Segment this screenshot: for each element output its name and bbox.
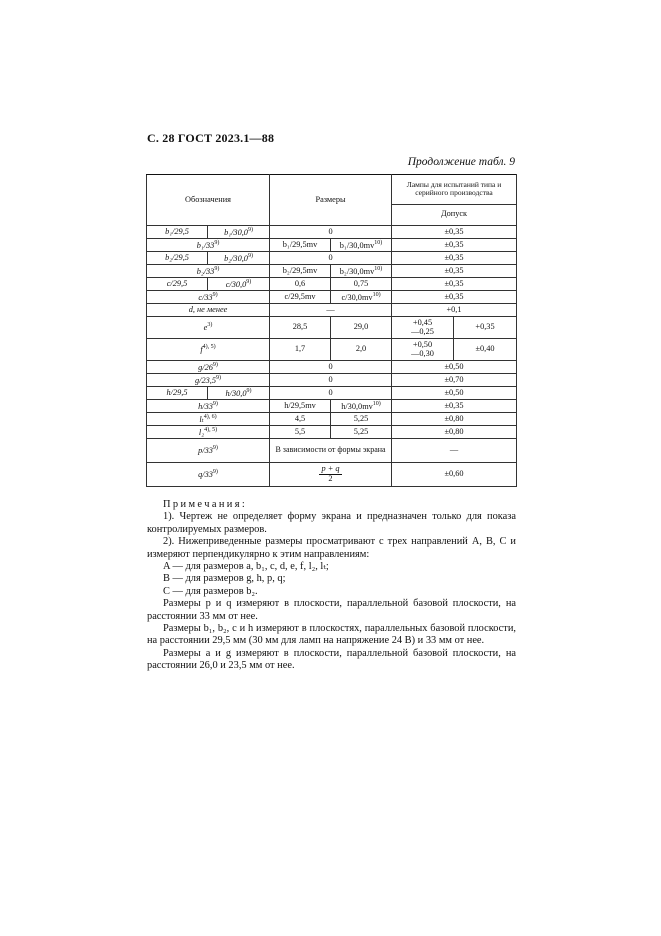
header-sizes: Размеры (270, 175, 392, 226)
size-cell (270, 413, 331, 426)
cell-text: 29,0 (353, 322, 369, 332)
size-cell (270, 361, 392, 374)
cell-text: h/30,0 (225, 388, 247, 398)
cell-text: c/30,0mv (341, 292, 373, 302)
footnote-ref: 3) (207, 322, 213, 329)
note-2-direction-a: A — для размеров a, b₁, c, d, e, f, l₂, lₜ; (163, 561, 329, 573)
tolerance-cell (392, 265, 517, 278)
size-formula-cell (270, 463, 392, 487)
cell-text: 0 (328, 374, 333, 384)
size-cell (331, 339, 392, 361)
tolerance-cell (392, 400, 517, 413)
cell-text: b₂/30,0 (224, 253, 248, 263)
tolerance-cell (392, 304, 517, 317)
designation-cell (147, 413, 270, 426)
cell-text: — (326, 304, 335, 314)
table-row (147, 304, 517, 317)
cell-text: 0 (328, 226, 333, 236)
tolerance-cell (392, 387, 517, 400)
footnote-ref: 10) (374, 239, 383, 246)
footnote-ref: 9) (247, 226, 253, 233)
footnote-ref: 9) (212, 361, 218, 368)
cell-text: ±0,50 (444, 387, 464, 397)
table-continuation-label: Продолжение табл. 9 (407, 156, 515, 168)
fraction-numerator: p + q (321, 464, 340, 474)
cell-text: В зависимости от формы экрана (275, 445, 386, 455)
table-row (147, 387, 517, 400)
table-row (147, 374, 517, 387)
cell-text: 5,25 (353, 426, 369, 436)
footnote-ref: 10) (372, 291, 381, 298)
tolerance-lower: —0,25 (411, 326, 434, 336)
note-ag-measure: Размеры a и g измеряют в плоскости, параллельной базовой плоскости, на расстоянии 26,0 и 23,5 мм от нее. (147, 647, 516, 672)
cell-text: ±0,35 (444, 265, 464, 275)
cell-text: 0,6 (294, 278, 306, 288)
cell-text: ±0,35 (444, 278, 464, 288)
tolerance-cell (454, 317, 517, 339)
cell-text: c/30,0 (225, 279, 247, 289)
size-cell (270, 265, 331, 278)
footnote-ref: 9) (214, 265, 220, 272)
size-cell (270, 387, 392, 400)
tolerance-cell (392, 426, 517, 439)
cell-text: b₂/29,5mv (282, 265, 318, 275)
tolerance-lower: —0,30 (411, 348, 434, 358)
cell-text: b₁/30,0 (224, 227, 248, 237)
table-row (147, 439, 517, 463)
table-row (147, 265, 517, 278)
designation-cell (147, 265, 270, 278)
cell-text: 0 (328, 387, 333, 397)
table-row (147, 291, 517, 304)
cell-text: ±0,80 (444, 413, 464, 423)
designation-cell (147, 387, 208, 400)
header-lamps: Лампы для испытаний типа и серийного производства (392, 175, 517, 205)
designation-cell (147, 439, 270, 463)
size-cell (270, 278, 331, 291)
page-title: С. 28 ГОСТ 2023.1—88 (147, 131, 275, 145)
cell-text: +0,1 (446, 304, 462, 314)
note-pq-measure: Размеры p и q измеряют в плоскости, параллельной базовой плоскости, на расстоянии 33 мм от нее. (147, 598, 516, 622)
size-cell (331, 413, 392, 426)
note-1: 1). Чертеж не определяет форму экрана и предназначен только для показа контролируемых размеров. (147, 511, 516, 535)
note-bch-measure: Размеры b₁, b₂, c и h измеряют в плоскостях, параллельных базовой плоскости, на расстоянии 29,5 мм (30 мм для ламп на напряжение 24 В) и 33 мм от нее. (147, 623, 516, 647)
tolerance-cell (392, 226, 517, 239)
footnote-ref: 9) (216, 374, 221, 381)
size-cell (270, 304, 392, 317)
footnote-ref: 9) (247, 252, 253, 259)
size-cell (331, 426, 392, 439)
designation-cell (147, 226, 208, 239)
size-cell (270, 339, 331, 361)
tolerance-cell (392, 291, 517, 304)
cell-text: ±0,35 (444, 400, 464, 410)
footnote-ref: 9) (214, 239, 220, 246)
cell-text: f (200, 345, 203, 355)
size-cell (331, 278, 392, 291)
designation-cell (208, 387, 270, 400)
cell-text: b₁/29,5mv (282, 239, 318, 249)
header-designation: Обозначения (147, 175, 270, 226)
tolerance-cell (392, 339, 454, 361)
cell-text: b₁/29,5 (165, 226, 189, 236)
tolerance-cell (392, 439, 517, 463)
footnote-ref: 10) (374, 265, 383, 272)
footnote-ref: 9) (246, 278, 252, 285)
cell-text: b₁/33 (196, 240, 215, 250)
tolerance-cell (392, 317, 454, 339)
designation-cell (147, 463, 270, 487)
cell-text: ±0,35 (444, 239, 464, 249)
cell-text: ±0,60 (444, 469, 464, 479)
cell-text: 0 (328, 361, 333, 371)
cell-text: g/23,5 (195, 375, 216, 385)
designation-cell (147, 304, 270, 317)
table-row (147, 413, 517, 426)
formula-fraction (319, 465, 341, 483)
cell-text: b₂/29,5 (165, 252, 189, 262)
designation-cell (147, 339, 270, 361)
cell-text: ±0,70 (444, 374, 464, 384)
notes-title: Примечания: (163, 499, 248, 510)
table-row (147, 400, 517, 413)
table-row (147, 278, 517, 291)
cell-text: ±0,50 (444, 361, 464, 371)
dimensions-table (146, 174, 517, 487)
cell-text: g/26 (198, 362, 213, 372)
cell-text: c/29,5 (166, 278, 188, 288)
cell-text: l₂ (198, 427, 205, 437)
size-cell (270, 252, 392, 265)
size-cell (331, 291, 392, 304)
designation-cell (147, 317, 270, 339)
tolerance-cell (392, 374, 517, 387)
table-row (147, 339, 517, 361)
footnote-ref: 9) (246, 387, 252, 394)
designation-cell (147, 291, 270, 304)
cell-text: b₂/33 (196, 266, 215, 276)
cell-text: h/29,5 (166, 387, 188, 397)
footnote-ref: 10) (372, 400, 381, 407)
designation-cell (147, 278, 208, 291)
cell-text: b₁/30,0mv (339, 240, 375, 250)
cell-text: 2,0 (355, 344, 367, 354)
size-cell (331, 239, 392, 252)
tolerance-cell (392, 239, 517, 252)
cell-text: 28,5 (292, 322, 308, 332)
cell-text: q/33 (198, 470, 213, 480)
cell-text: c/29,5mv (284, 291, 316, 301)
size-cell (270, 400, 331, 413)
notes-section (147, 499, 516, 673)
designation-cell (147, 374, 270, 387)
table-row (147, 226, 517, 239)
size-cell (270, 439, 392, 463)
tolerance-cell (392, 278, 517, 291)
size-cell (270, 291, 331, 304)
cell-text: +0,35 (475, 322, 495, 332)
footnote-ref: 4), 5) (202, 344, 216, 351)
note-2: 2). Нижеприведенные размеры просматривают с трех направлений A, B, C и измеряют перпендикулярно к этим направлениям: (147, 536, 516, 560)
cell-text: 0,75 (353, 278, 369, 288)
table-row (147, 317, 517, 339)
table-row (147, 252, 517, 265)
cell-text: b₂/30,0mv (339, 266, 375, 276)
cell-text: h/33 (198, 401, 213, 411)
size-cell (270, 426, 331, 439)
table-row (147, 426, 517, 439)
designation-cell (147, 252, 208, 265)
cell-text: lₜ (199, 414, 204, 424)
size-cell (270, 226, 392, 239)
designation-cell (147, 239, 270, 252)
size-cell (270, 317, 331, 339)
tolerance-cell (392, 413, 517, 426)
cell-text: — (449, 445, 459, 455)
cell-text: e (203, 323, 208, 333)
tolerance-cell (454, 339, 517, 361)
cell-text: p/33 (198, 446, 213, 456)
tolerance-cell (392, 361, 517, 374)
footnote-ref: 4), 6) (203, 413, 217, 420)
table-row (147, 361, 517, 374)
table-row (147, 239, 517, 252)
cell-text: ±0,35 (444, 226, 464, 236)
size-cell (331, 317, 392, 339)
footnote-ref: 9) (212, 291, 218, 298)
tolerance-upper: +0,50 (412, 339, 433, 349)
cell-text: ±0,80 (444, 426, 464, 436)
cell-text: 5,5 (294, 426, 306, 436)
cell-text: ±0,40 (475, 344, 495, 354)
tolerance-upper: +0,45 (412, 317, 433, 327)
footnote-ref: 9) (212, 400, 218, 407)
size-cell (331, 400, 392, 413)
designation-cell (147, 361, 270, 374)
cell-text: 4,5 (294, 413, 306, 423)
tolerance-cell (392, 463, 517, 487)
footnote-ref: 9) (212, 469, 218, 476)
fraction-denominator: 2 (328, 474, 333, 483)
size-cell (270, 374, 392, 387)
tolerance-cell (392, 252, 517, 265)
designation-cell (147, 400, 270, 413)
designation-cell (208, 278, 270, 291)
cell-text: 0 (328, 252, 333, 262)
cell-text: 5,25 (353, 413, 369, 423)
designation-cell (208, 226, 270, 239)
footnote-ref: 4), 5) (204, 426, 218, 433)
cell-text: h/29,5mv (284, 400, 316, 410)
note-2-direction-b: B — для размеров g, h, p, q; (163, 573, 286, 585)
designation-cell (147, 426, 270, 439)
cell-text: 1,7 (294, 344, 306, 354)
footnote-ref: 9) (212, 445, 218, 452)
cell-text: c/33 (198, 292, 213, 302)
cell-text: ±0,35 (444, 291, 464, 301)
cell-text: d, не менее (188, 304, 228, 314)
note-2-direction-c: C — для размеров b₂. (163, 585, 258, 597)
designation-cell (208, 252, 270, 265)
size-cell (270, 239, 331, 252)
table-row (147, 463, 517, 487)
size-cell (331, 265, 392, 278)
cell-text: ±0,35 (444, 252, 464, 262)
header-tolerance: Допуск (392, 204, 517, 225)
cell-text: h/30,0mv (341, 401, 373, 411)
